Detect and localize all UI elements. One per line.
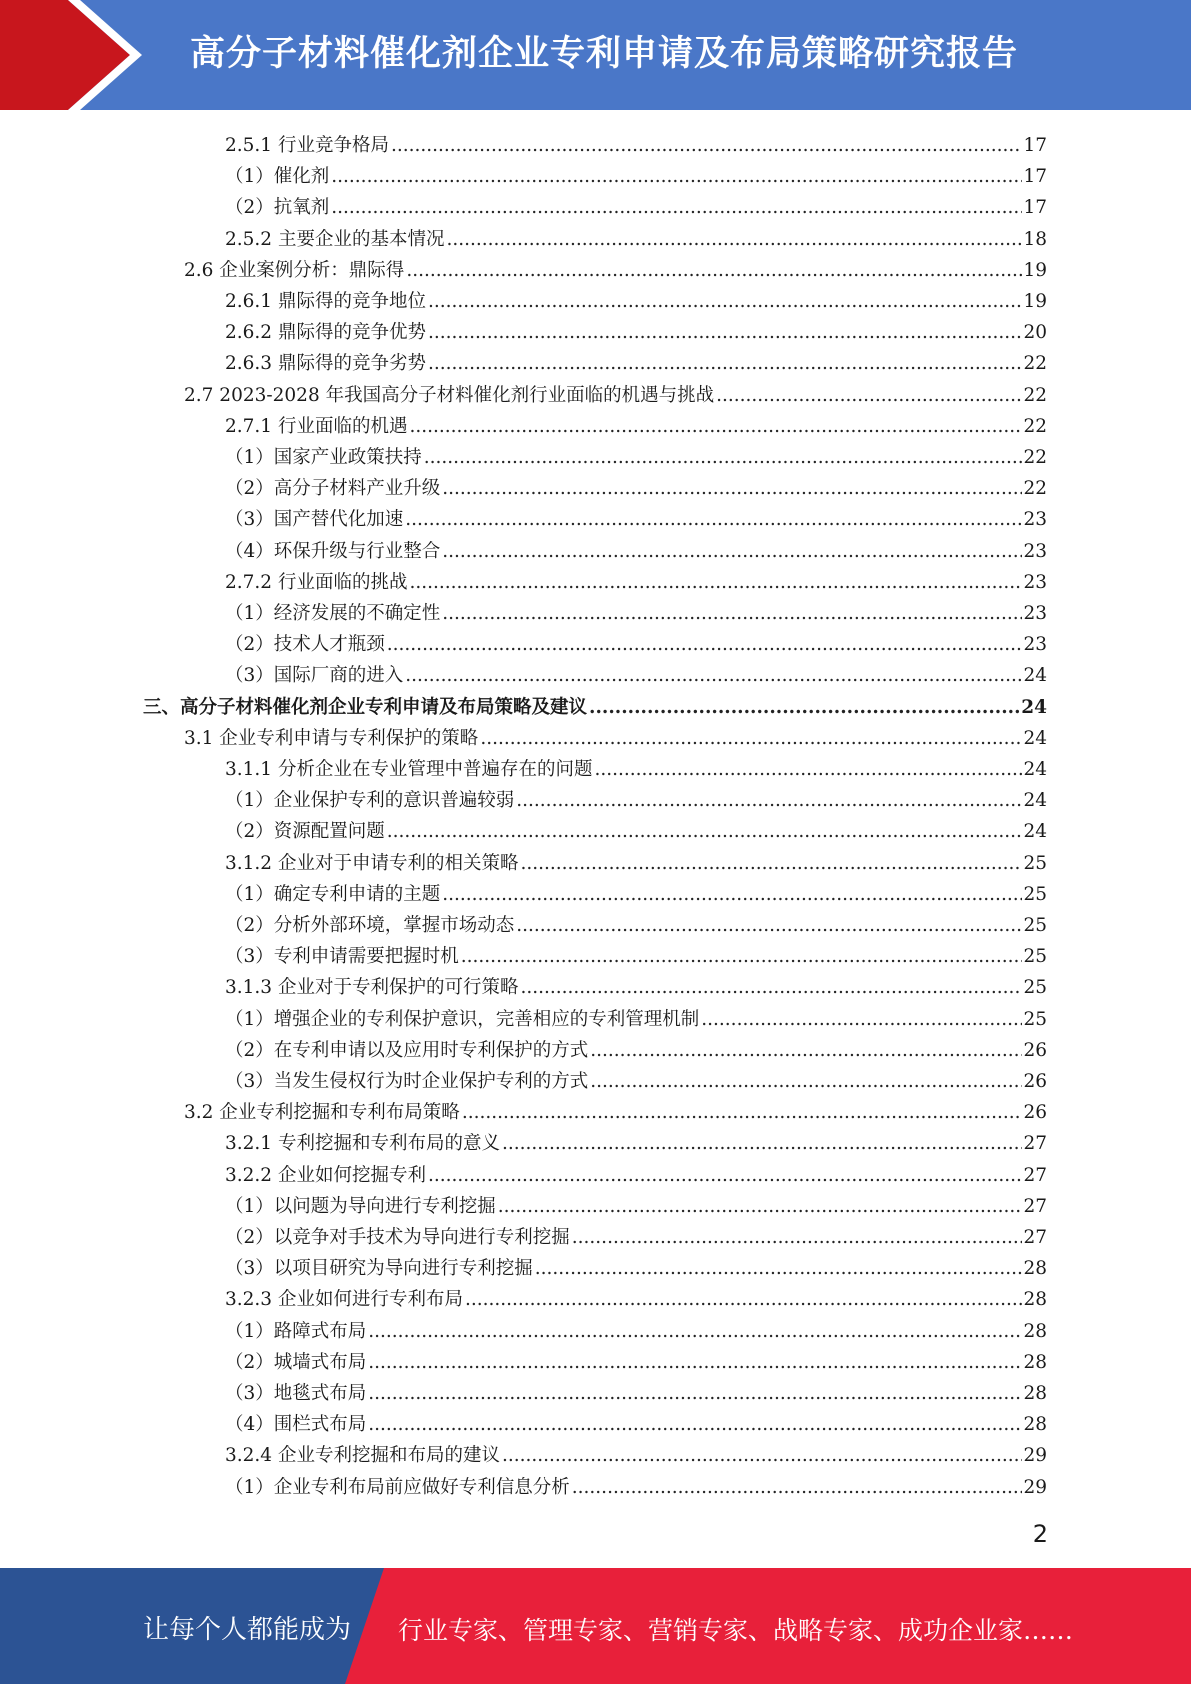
- toc-dot-leader: [368, 1413, 1022, 1437]
- toc-entry-label: （3）国际厂商的进入: [225, 665, 404, 687]
- toc-entry[interactable]: [225, 439, 1047, 470]
- toc-entry[interactable]: [225, 1219, 1047, 1250]
- toc-entry[interactable]: [225, 533, 1047, 564]
- toc-dot-leader: [368, 1351, 1022, 1375]
- toc-entry-label: 三、高分子材料催化剂企业专利申请及布局策略及建议: [143, 696, 588, 718]
- toc-dot-leader: [502, 1132, 1022, 1156]
- toc-entry-page: 24: [1023, 665, 1047, 687]
- toc-dot-leader: [368, 1320, 1022, 1344]
- toc-entry-page: 27: [1023, 1195, 1047, 1217]
- toc-entry-label: 3.1.1 分析企业在专业管理中普遍存在的问题: [225, 759, 593, 780]
- toc-entry-label: 3.2.4 企业专利挖掘和布局的建议: [225, 1445, 500, 1467]
- toc-entry-page: 25: [1023, 1008, 1047, 1030]
- toc-dot-leader: [590, 1070, 1022, 1094]
- footer-banner: [0, 1568, 1191, 1684]
- toc-dot-leader: [331, 165, 1022, 189]
- toc-dot-leader: [409, 571, 1022, 595]
- toc-entry-label: （4）环保升级与行业整合: [225, 540, 441, 562]
- toc-entry[interactable]: [225, 1250, 1047, 1281]
- toc-entry-page: 23: [1023, 509, 1047, 531]
- toc-entry-page: 22: [1023, 384, 1047, 406]
- toc-entry[interactable]: [225, 1032, 1047, 1063]
- toc-dot-leader: [502, 1444, 1022, 1468]
- toc-entry-label: （2）以竞争对手技术为导向进行专利挖掘: [225, 1227, 570, 1248]
- header-red-arrow: [0, 0, 160, 110]
- toc-entry-label: （2）抗氧剂: [225, 197, 330, 219]
- toc-entry-page: 19: [1023, 259, 1047, 281]
- toc-entry-page: 22: [1023, 353, 1047, 375]
- toc-entry[interactable]: [225, 1375, 1047, 1406]
- toc-entry-page: 29: [1023, 1476, 1047, 1498]
- toc-entry[interactable]: [184, 252, 1047, 283]
- toc-entry-label: 2.6 企业案例分析：鼎际得: [184, 259, 405, 281]
- toc-entry-page: 25: [1023, 946, 1047, 968]
- toc-entry[interactable]: [225, 657, 1047, 688]
- toc-entry-page: 26: [1023, 1039, 1047, 1061]
- toc-dot-leader: [535, 1257, 1023, 1281]
- toc-entry-page: 28: [1023, 1414, 1047, 1436]
- toc-entry-page: 24: [1023, 790, 1047, 812]
- toc-dot-leader: [405, 664, 1022, 688]
- toc-entry-label: 3.2 企业专利挖掘和专利布局策略: [184, 1102, 460, 1124]
- toc-dot-leader: [446, 228, 1022, 252]
- toc-dot-leader: [701, 1008, 1022, 1032]
- toc-entry-label: 2.6.2 鼎际得的竞争优势: [225, 322, 426, 344]
- toc-entry[interactable]: [184, 377, 1047, 408]
- toc-entry[interactable]: [184, 1094, 1047, 1125]
- toc-entry-label: （2）高分子材料产业升级: [225, 478, 441, 500]
- toc-entry-label: （2）资源配置问题: [225, 821, 385, 843]
- toc-entry-label: （3）专利申请需要把握时机: [225, 946, 459, 968]
- toc-entry-page: 25: [1023, 977, 1047, 999]
- toc-dot-leader: [409, 415, 1022, 439]
- toc-entry-label: （2）在专利申请以及应用时专利保护的方式: [225, 1039, 589, 1061]
- toc-entry[interactable]: [225, 1157, 1047, 1188]
- toc-entry-page: 25: [1023, 852, 1047, 874]
- toc-entry-page: 24: [1023, 821, 1047, 843]
- toc-entry-page: 24: [1021, 696, 1047, 718]
- toc-dot-leader: [498, 1195, 1023, 1219]
- toc-entry-label: （1）以问题为导向进行专利挖掘: [225, 1195, 496, 1217]
- report-title: 高分子材料催化剂企业专利申请及布局策略研究报告: [190, 34, 1019, 74]
- toc-entry-page: 22: [1023, 415, 1047, 437]
- toc-dot-leader: [516, 914, 1022, 938]
- toc-entry[interactable]: [143, 689, 1047, 720]
- toc-entry-label: （1）企业保护专利的意识普遍较弱: [225, 790, 515, 812]
- toc-entry-page: 23: [1023, 540, 1047, 562]
- toc-dot-leader: [387, 633, 1023, 657]
- toc-entry-label: 2.6.3 鼎际得的竞争劣势: [225, 353, 426, 375]
- toc-entry[interactable]: [225, 1281, 1047, 1312]
- toc-dot-leader: [442, 883, 1022, 907]
- toc-entry[interactable]: [225, 1188, 1047, 1219]
- toc-dot-leader: [428, 352, 1022, 376]
- toc-entry[interactable]: [225, 595, 1047, 626]
- toc-entry-page: 25: [1023, 915, 1047, 936]
- toc-entry-page: 28: [1023, 1258, 1047, 1280]
- toc-entry-label: 2.7.1 行业面临的机遇: [225, 415, 408, 437]
- toc-entry-label: 2.7.2 行业面临的挑战: [225, 571, 408, 593]
- toc-dot-leader: [462, 1101, 1023, 1125]
- toc-dot-leader: [442, 540, 1022, 564]
- toc-entry[interactable]: [225, 845, 1047, 876]
- toc-entry-label: （1）增强企业的专利保护意识，完善相应的专利管理机制: [225, 1008, 700, 1030]
- toc-entry-label: （3）地毯式布局: [225, 1383, 367, 1404]
- toc-entry[interactable]: [225, 564, 1047, 595]
- toc-entry-label: （3）国产替代化加速: [225, 509, 404, 531]
- footer-slogan-left: 让每个人都能成为: [143, 1615, 352, 1645]
- toc-entry-label: 2.6.1 鼎际得的竞争地位: [225, 291, 426, 312]
- toc-dot-leader: [442, 477, 1022, 501]
- toc-entry-label: （3）当发生侵权行为时企业保护专利的方式: [225, 1071, 589, 1092]
- toc-entry[interactable]: [225, 345, 1047, 376]
- toc-entry-page: 27: [1023, 1133, 1047, 1155]
- toc-entry-page: 28: [1023, 1289, 1047, 1311]
- toc-entry[interactable]: [225, 1313, 1047, 1344]
- toc-entry-label: （4）围栏式布局: [225, 1414, 367, 1436]
- toc-dot-leader: [387, 820, 1023, 844]
- toc-entry[interactable]: [225, 907, 1047, 938]
- toc-dot-leader: [428, 1164, 1022, 1188]
- toc-dot-leader: [572, 1476, 1023, 1500]
- toc-entry-page: 19: [1023, 291, 1047, 312]
- toc-entry[interactable]: [225, 782, 1047, 813]
- toc-entry-page: 29: [1023, 1445, 1047, 1467]
- toc-entry-page: 27: [1023, 1164, 1047, 1186]
- toc-entry[interactable]: [225, 501, 1047, 532]
- toc-entry-page: 20: [1023, 322, 1047, 344]
- toc-dot-leader: [442, 602, 1022, 626]
- toc-entry[interactable]: [225, 158, 1047, 189]
- toc-entry[interactable]: [225, 1469, 1047, 1500]
- toc-entry-page: 26: [1023, 1102, 1047, 1124]
- toc-entry-page: 28: [1023, 1383, 1047, 1404]
- toc-entry-page: 17: [1023, 135, 1047, 156]
- toc-entry[interactable]: [225, 189, 1047, 220]
- toc-dot-leader: [594, 758, 1022, 782]
- toc-entry-label: （2）分析外部环境，掌握市场动态: [225, 915, 515, 936]
- toc-entry[interactable]: [225, 813, 1047, 844]
- toc-entry[interactable]: [225, 1344, 1047, 1375]
- toc-entry-label: 3.1.3 企业对于专利保护的可行策略: [225, 977, 519, 999]
- toc-entry-label: （1）确定专利申请的主题: [225, 883, 441, 905]
- toc-dot-leader: [520, 976, 1022, 1000]
- toc-entry-page: 17: [1023, 197, 1047, 219]
- page-number: 2: [1032, 1520, 1048, 1548]
- toc-entry-page: 23: [1023, 571, 1047, 593]
- toc-entry[interactable]: [225, 283, 1047, 314]
- toc-entry-page: 23: [1023, 603, 1047, 624]
- toc-dot-leader: [516, 789, 1022, 813]
- toc-entry-page: 28: [1023, 1320, 1047, 1342]
- toc-entry-label: （1）经济发展的不确定性: [225, 603, 441, 624]
- toc-entry-label: （3）以项目研究为导向进行专利挖掘: [225, 1258, 533, 1280]
- toc-dot-leader: [461, 945, 1023, 969]
- toc-entry-label: 2.7 2023-2028 年我国高分子材料催化剂行业面临的机遇与挑战: [184, 384, 715, 406]
- footer-slogan-right: 行业专家、管理专家、营销专家、战略专家、成功企业家……: [398, 1616, 1074, 1645]
- toc-entry[interactable]: [225, 751, 1047, 782]
- toc-dot-leader: [368, 1382, 1022, 1406]
- toc-entry[interactable]: [225, 127, 1047, 158]
- toc-entry[interactable]: [225, 1063, 1047, 1094]
- toc-dot-leader: [572, 1226, 1023, 1250]
- toc-entry-label: 2.5.2 主要企业的基本情况: [225, 228, 445, 250]
- toc-entry-label: （1）催化剂: [225, 166, 330, 188]
- toc-entry[interactable]: [225, 938, 1047, 969]
- toc-entry-page: 18: [1023, 228, 1047, 250]
- toc-entry-page: 28: [1023, 1351, 1047, 1373]
- toc-entry-page: 23: [1023, 634, 1047, 656]
- toc-entry-label: 3.2.3 企业如何进行专利布局: [225, 1289, 463, 1311]
- toc-entry-page: 24: [1023, 727, 1047, 749]
- toc-entry-label: （1）路障式布局: [225, 1320, 367, 1342]
- toc-entry[interactable]: [225, 1001, 1047, 1032]
- toc-entry-label: （1）企业专利布局前应做好专利信息分析: [225, 1476, 570, 1498]
- toc-entry-label: （1）国家产业政策扶持: [225, 447, 422, 468]
- toc-entry-label: （2）城墙式布局: [225, 1351, 367, 1373]
- toc-entry-label: 3.2.1 专利挖掘和专利布局的意义: [225, 1133, 500, 1155]
- toc-entry[interactable]: [184, 720, 1047, 751]
- toc-entry-label: （2）技术人才瓶颈: [225, 634, 385, 656]
- toc-dot-leader: [590, 1039, 1022, 1063]
- toc-dot-leader: [716, 384, 1022, 408]
- toc-dot-leader: [428, 290, 1022, 314]
- toc-entry-page: 24: [1023, 759, 1047, 780]
- toc-entry[interactable]: [225, 1437, 1047, 1468]
- toc-entry[interactable]: [225, 876, 1047, 907]
- header-banner: [0, 0, 1191, 110]
- toc-entry-label: 3.1 企业专利申请与专利保护的策略: [184, 727, 479, 749]
- toc-entry[interactable]: [225, 470, 1047, 501]
- toc-dot-leader: [589, 696, 1020, 720]
- toc-entry[interactable]: [225, 626, 1047, 657]
- toc-dot-leader: [480, 727, 1022, 751]
- toc-entry[interactable]: [225, 314, 1047, 345]
- toc-dot-leader: [391, 134, 1022, 158]
- toc-dot-leader: [465, 1288, 1022, 1312]
- toc-entry-page: 17: [1023, 166, 1047, 188]
- toc-entry[interactable]: [225, 969, 1047, 1000]
- toc-dot-leader: [406, 259, 1022, 283]
- toc-dot-leader: [428, 321, 1022, 345]
- toc-entry[interactable]: [225, 221, 1047, 252]
- toc-entry[interactable]: [225, 408, 1047, 439]
- toc-entry-page: 22: [1023, 447, 1047, 468]
- toc-entry-page: 26: [1023, 1071, 1047, 1092]
- toc-dot-leader: [331, 196, 1022, 220]
- toc-entry[interactable]: [225, 1125, 1047, 1156]
- toc-entry-page: 22: [1023, 478, 1047, 500]
- toc-entry-label: 2.5.1 行业竞争格局: [225, 135, 389, 156]
- toc-entry-page: 25: [1023, 883, 1047, 905]
- toc-entry-label: 3.1.2 企业对于申请专利的相关策略: [225, 852, 519, 874]
- toc-entry[interactable]: [225, 1406, 1047, 1437]
- toc-dot-leader: [424, 446, 1023, 470]
- toc-dot-leader: [520, 852, 1022, 876]
- toc-dot-leader: [405, 508, 1022, 532]
- toc-entry-label: 3.2.2 企业如何挖掘专利: [225, 1164, 426, 1186]
- toc-entry-page: 27: [1023, 1227, 1047, 1248]
